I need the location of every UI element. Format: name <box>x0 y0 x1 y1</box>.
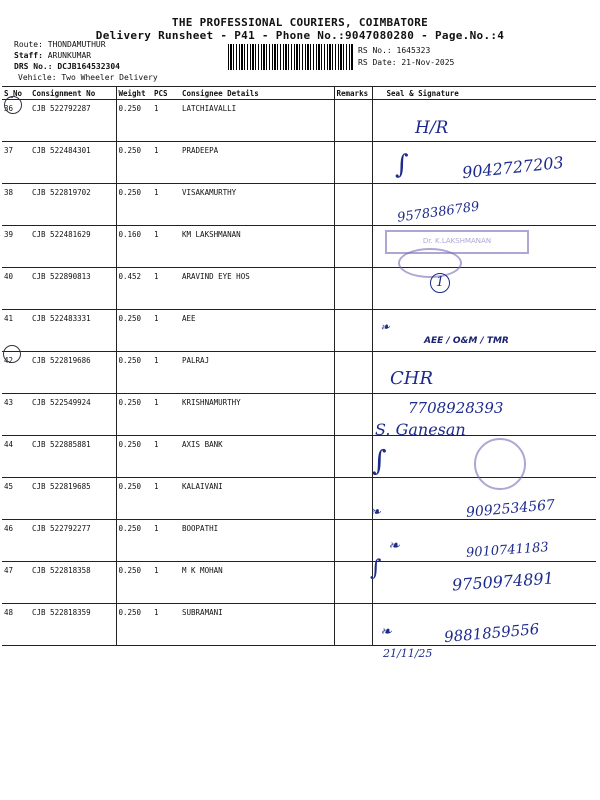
weight-cell: 0.250 <box>116 478 152 520</box>
col-sno: S_No <box>2 87 30 100</box>
consignment-cell: CJB 522890813 <box>30 268 116 310</box>
pcs-cell: 1 <box>152 226 180 268</box>
consignment-cell: CJB 522483331 <box>30 310 116 352</box>
consignment-cell: CJB 522819685 <box>30 478 116 520</box>
remarks-cell <box>334 226 372 268</box>
signature-scrawl: ∫ <box>395 150 409 180</box>
route-value: THONDAMUTHUR <box>47 40 106 49</box>
sno-cell: 40 <box>2 268 30 310</box>
handwritten-date: 21/11/25 <box>383 647 433 660</box>
consignee-cell: VISAKAMURTHY <box>180 184 334 226</box>
remarks-cell <box>334 604 372 646</box>
table-row <box>2 394 596 436</box>
remarks-cell <box>334 394 372 436</box>
remarks-cell <box>334 310 372 352</box>
signature-scrawl: ❧ <box>388 538 400 554</box>
drs-line <box>14 62 120 71</box>
staff-label: Staff: <box>14 51 43 60</box>
remarks-cell <box>334 142 372 184</box>
consignee-cell: AEE <box>180 310 334 352</box>
route-label: Route: <box>14 40 43 49</box>
handwritten-phone: 9750974891 <box>451 568 555 595</box>
rs-no-label: RS No.: <box>358 46 392 55</box>
weight-cell: 0.250 <box>116 352 152 394</box>
table-row <box>2 184 596 226</box>
sno-cell: 42 <box>2 352 30 394</box>
remarks-cell <box>334 268 372 310</box>
consignment-cell: CJB 522484301 <box>30 142 116 184</box>
handwritten-phone: 9092534567 <box>465 497 556 521</box>
vehicle-value: Two Wheeler Delivery <box>61 73 158 82</box>
signature-scrawl: ❧ <box>380 624 392 640</box>
rs-date-value: 21-Nov-2025 <box>401 58 455 67</box>
consignee-cell: AXIS BANK <box>180 436 334 478</box>
weight-cell: 0.452 <box>116 268 152 310</box>
signature-scrawl: ∫ <box>370 556 382 581</box>
rs-no-value: 1645323 <box>396 46 431 55</box>
sno-cell: 39 <box>2 226 30 268</box>
remarks-cell <box>334 100 372 142</box>
drs-label: DRS No.: <box>14 62 53 71</box>
consignment-cell: CJB 522549924 <box>30 394 116 436</box>
signature-mark: 1 <box>430 273 450 293</box>
table-row <box>2 268 596 310</box>
consignee-cell: KRISHNAMURTHY <box>180 394 334 436</box>
remarks-cell <box>334 184 372 226</box>
pcs-cell: 1 <box>152 310 180 352</box>
weight-cell: 0.160 <box>116 226 152 268</box>
doctor-stamp: Dr. K.LAKSHMANAN <box>385 230 529 254</box>
weight-cell: 0.250 <box>116 436 152 478</box>
office-stamp: AEE / O&M / TMR <box>424 336 509 346</box>
sno-cell: 37 <box>2 142 30 184</box>
pcs-cell: 1 <box>152 520 180 562</box>
sno-circle-mark <box>4 96 22 114</box>
weight-cell: 0.250 <box>116 604 152 646</box>
table-row <box>2 352 596 394</box>
consignment-cell: CJB 522792287 <box>30 100 116 142</box>
consignee-cell: BOOPATHI <box>180 520 334 562</box>
signature-cell <box>372 268 596 310</box>
weight-cell: 0.250 <box>116 310 152 352</box>
consignee-cell: PRADEEPA <box>180 142 334 184</box>
signature-chr: CHR <box>390 368 434 389</box>
handwritten-phone: 7708928393 <box>408 399 504 417</box>
consignment-cell: CJB 522481629 <box>30 226 116 268</box>
runsheet-subtitle: Delivery Runsheet - P41 - Phone No.:9047080280 - Page.No.:4 <box>95 29 505 42</box>
handwritten-phone: 9010741183 <box>465 540 550 561</box>
col-remarks: Remarks <box>334 87 372 100</box>
company-name: THE PROFESSIONAL COURIERS, COIMBATORE <box>171 16 429 29</box>
consignee-cell: SUBRAMANI <box>180 604 334 646</box>
consignment-cell: CJB 522885881 <box>30 436 116 478</box>
col-weight: Weight <box>116 87 152 100</box>
handwritten-phone: 9881859556 <box>443 619 541 647</box>
consignee-cell: KM LAKSHMANAN <box>180 226 334 268</box>
pcs-cell: 1 <box>152 394 180 436</box>
handwritten-phone: 9042727203 <box>461 152 565 183</box>
sno-cell: 38 <box>2 184 30 226</box>
col-consignment-no: Consignment No <box>30 87 116 100</box>
signature-hr: H/R <box>415 118 449 138</box>
pcs-cell: 1 <box>152 100 180 142</box>
signature-scrawl: ∫ <box>372 444 387 477</box>
sno-cell: 36 <box>2 100 30 142</box>
staff-value: ARUNKUMAR <box>47 51 92 60</box>
bank-seal <box>474 438 526 490</box>
weight-cell: 0.250 <box>116 184 152 226</box>
remarks-cell <box>334 478 372 520</box>
sno-cell: 41 <box>2 310 30 352</box>
rs-date-label: RS Date: <box>358 58 397 67</box>
weight-cell: 0.250 <box>116 562 152 604</box>
sno-circle-mark <box>3 345 21 363</box>
consignment-cell: CJB 522818359 <box>30 604 116 646</box>
consignee-cell: M K MOHAN <box>180 562 334 604</box>
vehicle-label: Vehicle: <box>18 73 57 82</box>
remarks-cell <box>334 436 372 478</box>
signature-cell <box>372 100 596 142</box>
weight-cell: 0.250 <box>116 394 152 436</box>
remarks-cell <box>334 562 372 604</box>
col-consignee: Consignee Details <box>180 87 334 100</box>
handwritten-phone: 9578386789 <box>396 199 481 226</box>
staff-line <box>14 51 91 60</box>
pcs-cell: 1 <box>152 184 180 226</box>
sno-cell: 44 <box>2 436 30 478</box>
clinic-seal <box>398 248 462 278</box>
handwritten-name: S. Ganesan <box>375 420 466 439</box>
route-line <box>14 40 106 49</box>
table-header-row <box>2 87 596 100</box>
weight-cell: 0.250 <box>116 100 152 142</box>
pcs-cell: 1 <box>152 562 180 604</box>
consignment-cell: CJB 522818358 <box>30 562 116 604</box>
vehicle-line <box>18 73 158 82</box>
pcs-cell: 1 <box>152 142 180 184</box>
sno-cell: 46 <box>2 520 30 562</box>
consignee-cell: ARAVIND EYE HOS <box>180 268 334 310</box>
weight-cell: 0.250 <box>116 520 152 562</box>
sno-cell: 45 <box>2 478 30 520</box>
table-row <box>2 100 596 142</box>
rs-date-line <box>358 58 454 67</box>
drs-value: DCJB164532304 <box>57 62 120 71</box>
remarks-cell <box>334 520 372 562</box>
col-seal-signature: Seal & Signature <box>372 87 596 100</box>
signature-scrawl: ❧ <box>378 319 392 335</box>
consignee-cell: KALAIVANI <box>180 478 334 520</box>
consignee-cell: LATCHIAVALLI <box>180 100 334 142</box>
pcs-cell: 1 <box>152 268 180 310</box>
pcs-cell: 1 <box>152 478 180 520</box>
sno-cell: 47 <box>2 562 30 604</box>
col-pcs: PCS <box>152 87 180 100</box>
consignee-cell: PALRAJ <box>180 352 334 394</box>
weight-cell: 0.250 <box>116 142 152 184</box>
consignment-cell: CJB 522819686 <box>30 352 116 394</box>
pcs-cell: 1 <box>152 436 180 478</box>
signature-scrawl: ❧ <box>370 505 381 520</box>
consignment-cell: CJB 522792277 <box>30 520 116 562</box>
barcode <box>228 44 354 70</box>
consignment-cell: CJB 522819702 <box>30 184 116 226</box>
rs-no-line <box>358 46 430 55</box>
sno-cell: 48 <box>2 604 30 646</box>
remarks-cell <box>334 352 372 394</box>
pcs-cell: 1 <box>152 352 180 394</box>
pcs-cell: 1 <box>152 604 180 646</box>
sno-cell: 43 <box>2 394 30 436</box>
